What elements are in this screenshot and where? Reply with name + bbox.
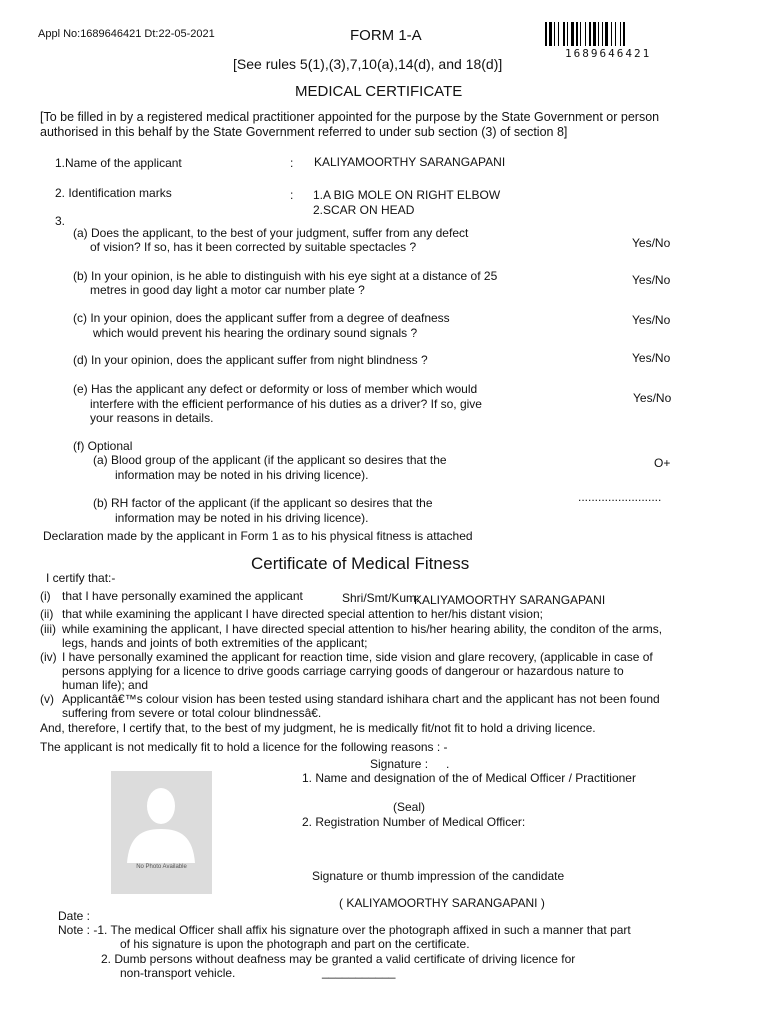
- question-a-answer: Yes/No: [632, 236, 671, 250]
- barcode-bar: [598, 22, 599, 46]
- blood-group-answer: O+: [654, 456, 671, 470]
- question-a-line-2: of vision? If so, has it been corrected by suitable spectacles ?: [90, 240, 417, 254]
- rules-reference: [See rules 5(1),(3),7,10(a),14(d), and 18(d)]: [233, 56, 503, 72]
- candidate-signature-label: Signature or thumb impression of the candidate: [312, 869, 565, 883]
- barcode-bar: [585, 22, 586, 46]
- barcode-bar: [563, 22, 565, 46]
- clause-i-name: KALIYAMOORTHY SARANGAPANI: [414, 593, 606, 607]
- question-fb-line-2: information may be noted in his driving licence).: [115, 511, 369, 525]
- question-e-answer: Yes/No: [633, 391, 672, 405]
- applicant-name-colon: :: [290, 156, 294, 170]
- barcode-bar: [567, 22, 568, 46]
- clause-v-number: (v): [40, 692, 54, 706]
- intro-line-2: authorised in this behalf by the State Government referred to under sub section (3) of section 8]: [40, 125, 568, 139]
- note-2-line-1: 2. Dumb persons without deafness may be granted a valid certificate of driving licence for: [101, 952, 576, 966]
- clause-iii-line-2: legs, hands and joints of both extremities of the applicant;: [62, 636, 368, 650]
- applicant-name-label: 1.Name of the applicant: [55, 156, 182, 170]
- question-c-line-1: (c) In your opinion, does the applicant suffer from a degree of deafness: [73, 311, 450, 325]
- note-1-line-2: of his signature is upon the photograph and part on the certificate.: [120, 937, 470, 951]
- certificate-title: Certificate of Medical Fitness: [251, 554, 470, 573]
- date-label: Date :: [58, 909, 91, 923]
- question-b-answer: Yes/No: [632, 273, 671, 287]
- not-fit-reasons: The applicant is not medically fit to hold a licence for the following reasons : -: [40, 740, 448, 754]
- footer-underline: ___________: [322, 965, 396, 979]
- rh-factor-answer: .........................: [578, 490, 662, 504]
- clause-iii-line-1: while examining the applicant, I have directed special attention to his/her hearing ability, the conditon of the arms,: [62, 622, 663, 636]
- barcode: [545, 22, 715, 46]
- identification-mark-1: 1.A BIG MOLE ON RIGHT ELBOW: [313, 188, 501, 202]
- form-number: FORM 1-A: [350, 27, 422, 44]
- seal-label: (Seal): [393, 800, 426, 814]
- question-3-label: 3.: [55, 214, 66, 228]
- question-a-line-1: (a) Does the applicant, to the best of your judgment, suffer from any defect: [73, 226, 469, 240]
- barcode-bar: [549, 22, 552, 46]
- application-number: Appl No:1689646421 Dt:22-05-2021: [38, 28, 215, 40]
- clause-i-prefix: Shri/Smt/Kum:: [342, 591, 420, 605]
- barcode-bar: [623, 22, 625, 46]
- barcode-bar: [580, 22, 581, 46]
- clause-i-number: (i): [40, 589, 51, 603]
- person-silhouette-icon: [111, 771, 212, 894]
- medical-officer-name-label: 1. Name and designation of the of Medical Officer / Practitioner: [302, 771, 636, 785]
- applicant-name-value: KALIYAMOORTHY SARANGAPANI: [314, 155, 506, 169]
- barcode-bar: [615, 22, 616, 46]
- barcode-bar: [576, 22, 578, 46]
- barcode-bar: [558, 22, 559, 46]
- note-2-line-2: non-transport vehicle.: [120, 966, 236, 980]
- intro-line-1: [To be filled in by a registered medical practitioner appointed for the purpose by the State Government or person: [40, 110, 660, 124]
- registration-number-label: 2. Registration Number of Medical Officer:: [302, 815, 526, 829]
- note-1-line-1: Note : -1. The medical Officer shall affix his signature over the photograph affixed in such a manner that part: [58, 923, 631, 937]
- clause-v-line-2: suffering from severe or total colour blindnessâ€.: [62, 706, 322, 720]
- applicant-photo-placeholder: [111, 771, 212, 894]
- question-fa-line-1: (a) Blood group of the applicant (if the applicant so desires that the: [93, 453, 447, 467]
- clause-v-line-1: Applicantâ€™s colour vision has been tested using standard ishihara chart and the applicant has not been found: [62, 692, 660, 706]
- declaration: Declaration made by the applicant in Form 1 as to his physical fitness is attached: [43, 529, 473, 543]
- no-photo-text: No Photo Available: [136, 864, 187, 870]
- page-title: MEDICAL CERTIFICATE: [295, 83, 463, 100]
- barcode-bar: [602, 22, 603, 46]
- question-fb-line-1: (b) RH factor of the applicant (if the applicant so desires that the: [93, 496, 433, 510]
- clause-iv-line-1: I have personally examined the applicant for reaction time, side vision and glare recovery, (applicable in case of: [62, 650, 653, 664]
- barcode-bar: [545, 22, 547, 46]
- question-d-line-1: (d) In your opinion, does the applicant suffer from night blindness ?: [73, 353, 428, 367]
- fitness-conclusion: And, therefore, I certify that, to the best of my judgment, he is medically fit/not fit to hold a driving licence.: [40, 721, 596, 735]
- question-b-line-1: (b) In your opinion, is he able to distinguish with his eye sight at a distance of 25: [73, 269, 498, 283]
- clause-iv-line-3: human life); and: [62, 678, 149, 692]
- certify-intro: I certify that:-: [46, 571, 116, 585]
- identification-marks-colon: :: [290, 188, 294, 202]
- barcode-bar: [611, 22, 612, 46]
- clause-ii-number: (ii): [40, 607, 54, 621]
- clause-iv-line-2: persons applying for a licence to drive goods carriage carrying goods of dangerour or hazardous nature to: [62, 664, 624, 678]
- signature-dot: .: [446, 757, 450, 771]
- barcode-bar: [605, 22, 608, 46]
- clause-iii-number: (iii): [40, 622, 56, 636]
- barcode-bar: [554, 22, 555, 46]
- question-b-line-2: metres in good day light a motor car number plate ?: [90, 283, 365, 297]
- signature-label: Signature :: [370, 757, 429, 771]
- barcode-bar: [593, 22, 596, 46]
- question-e-line-3: your reasons in details.: [90, 411, 214, 425]
- question-d-answer: Yes/No: [632, 351, 671, 365]
- clause-i-text: that I have personally examined the applicant: [62, 589, 303, 603]
- barcode-number: 1689646421: [565, 47, 652, 60]
- identification-mark-2: 2.SCAR ON HEAD: [313, 203, 415, 217]
- barcode-bar: [571, 22, 574, 46]
- clause-ii-text: that while examining the applicant I have directed special attention to her/his distant vision;: [62, 607, 543, 621]
- identification-marks-label: 2. Identification marks: [55, 186, 172, 200]
- question-c-answer: Yes/No: [632, 313, 671, 327]
- question-e-line-2: interfere with the efficient performance of his duties as a driver? If so, give: [90, 397, 482, 411]
- candidate-name: ( KALIYAMOORTHY SARANGAPANI ): [339, 896, 545, 910]
- question-e-line-1: (e) Has the applicant any defect or deformity or loss of member which would: [73, 382, 478, 396]
- clause-iv-number: (iv): [40, 650, 57, 664]
- question-c-line-2: which would prevent his hearing the ordinary sound signals ?: [93, 326, 418, 340]
- barcode-bar: [620, 22, 621, 46]
- barcode-bar: [589, 22, 591, 46]
- question-fa-line-2: information may be noted in his driving licence).: [115, 468, 369, 482]
- question-f-label: (f) Optional: [73, 439, 133, 453]
